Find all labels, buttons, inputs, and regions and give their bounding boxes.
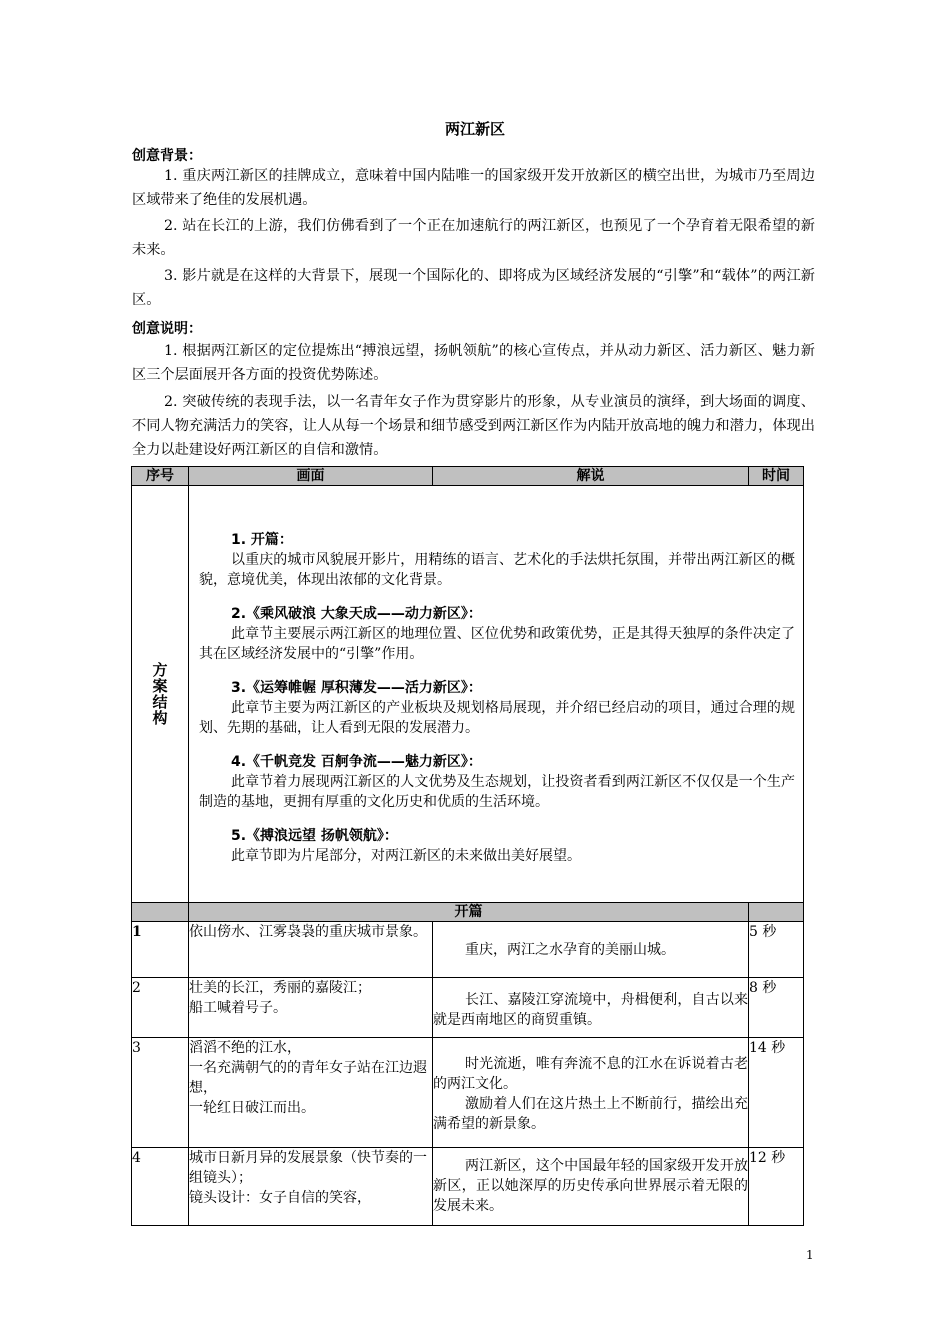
row-time: 5 秒: [749, 922, 804, 978]
row-time: 14 秒: [749, 1038, 804, 1148]
section-title: 1. 开篇：: [231, 532, 293, 548]
row-number: 3: [132, 1038, 189, 1148]
picture-line: 镜头设计：女子自信的笑容，: [189, 1190, 371, 1206]
picture-line: 依山傍水、江雾袅袅的重庆城市景象。: [189, 924, 427, 940]
section-body: 此章节即为片尾部分，对两江新区的未来做出美好展望。: [231, 848, 581, 864]
header-picture: 画面: [189, 467, 433, 486]
narration-line: 激励着人们在这片热土上不断前行，描绘出充满希望的新景象。: [433, 1096, 748, 1132]
background-heading: 创意背景：: [132, 148, 202, 164]
row-narration: [433, 1038, 749, 1148]
table-header-row: [132, 467, 804, 486]
table-row: [132, 1038, 804, 1148]
section-body: 以重庆的城市风貌展开影片，用精练的语言、艺术化的手法烘托氛围，并带出两江新区的概貌，意境优美，体现出浓郁的文化背景。: [199, 552, 795, 588]
background-paragraph-3: 3. 影片就是在这样的大背景下，展现一个国际化的、即将成为区域经济发展的“引擎”和“载体”的两江新区。: [132, 268, 815, 308]
background-paragraph-1: 1. 重庆两江新区的挂牌成立，意味着中国内陆唯一的国家级开发开放新区的横空出世，为城市乃至周边区域带来了绝佳的发展机遇。: [132, 168, 815, 208]
section-item: [199, 530, 795, 590]
narration-line: 长江、嘉陵江穿流境中，舟楫便利，自古以来就是西南地区的商贸重镇。: [433, 992, 748, 1028]
structure-label-cell: [132, 486, 189, 903]
table-row: [132, 922, 804, 978]
row-picture: [189, 922, 433, 978]
section-body: 此章节着力展现两江新区的人文优势及生态规划，让投资者看到两江新区不仅仅是一个生产制造的基地，更拥有厚重的文化历史和优质的生活环境。: [199, 774, 795, 810]
row-narration: [433, 978, 749, 1038]
description-heading: 创意说明：: [132, 321, 202, 337]
chapter-blank-cell: [132, 903, 189, 922]
section-list: [189, 486, 803, 866]
structure-row: [132, 486, 804, 903]
row-number: 4: [132, 1148, 189, 1226]
section-title: 2.《乘风破浪 大象天成——动力新区》：: [231, 606, 482, 622]
row-number: 1: [132, 922, 189, 978]
picture-line: 城市日新月异的发展景象（快节奏的一组镜头）；: [189, 1150, 427, 1186]
structure-content-cell: [189, 486, 804, 903]
row-picture: [189, 1148, 433, 1226]
page-title: 两江新区: [444, 120, 505, 138]
chapter-label: 开篇: [189, 903, 749, 922]
section-item: [199, 752, 795, 812]
chapter-row: [132, 903, 804, 922]
section-title: 4.《千帆竞发 百舸争流——魅力新区》：: [231, 754, 482, 770]
table-row: [132, 978, 804, 1038]
section-body: 此章节主要为两江新区的产业板块及规划格局展现，并介绍已经启动的项目，通过合理的规划、先期的基础，让人看到无限的发展潜力。: [199, 700, 795, 736]
header-number: 序号: [132, 467, 189, 486]
header-time: 时间: [749, 467, 804, 486]
narration-line: 两江新区，这个中国最年轻的国家级开发开放新区，正以她深厚的历史传承向世界展示着无限的发展未来。: [433, 1158, 748, 1214]
background-paragraph-2: 2. 站在长江的上游，我们仿佛看到了一个正在加速航行的两江新区，也预见了一个孕育着无限希望的新未来。: [132, 218, 815, 258]
page-number: 1: [806, 1248, 814, 1262]
row-narration: [433, 1148, 749, 1226]
narration-line: 时光流逝，唯有奔流不息的江水在诉说着古老的两江文化。: [433, 1056, 748, 1092]
section-title: 3.《运筹帷幄 厚积薄发——活力新区》：: [231, 680, 482, 696]
picture-line: 一名充满朝气的的青年女子站在江边遐想，: [189, 1060, 427, 1096]
row-picture: [189, 978, 433, 1038]
section-item: [199, 826, 795, 866]
header-narration: 解说: [433, 467, 749, 486]
row-picture: [189, 1038, 433, 1148]
picture-line: 船工喊着号子。: [189, 1000, 287, 1016]
narration-line: 重庆，两江之水孕育的美丽山城。: [465, 941, 675, 958]
script-table: [131, 466, 804, 1226]
picture-line: 滔滔不绝的江水，: [189, 1040, 301, 1056]
table-row: [132, 1148, 804, 1226]
description-paragraph-1: 1. 根据两江新区的定位提炼出“搏浪远望，扬帆领航”的核心宣传点，并从动力新区、活力新区、魅力新区三个层面展开各方面的投资优势陈述。: [132, 343, 815, 383]
section-item: [199, 678, 795, 738]
section-item: [199, 604, 795, 664]
row-time: 8 秒: [749, 978, 804, 1038]
section-title: 5.《搏浪远望 扬帆领航》：: [231, 828, 398, 844]
row-time: 12 秒: [749, 1148, 804, 1226]
description-paragraph-2: 2. 突破传统的表现手法，以一名青年女子作为贯穿影片的形象，从专业演员的演绎，到大场面的调度、不同人物充满活力的笑容，让人从每一个场景和细节感受到两江新区作为内陆开放高地的魄力和潜力，体现出全力以赴建设好两江新区的自信和激情。: [132, 394, 815, 458]
chapter-blank-cell: [749, 903, 804, 922]
section-body: 此章节主要展示两江新区的地理位置、区位优势和政策优势，正是其得天独厚的条件决定了其在区域经济发展中的“引擎”作用。: [199, 626, 795, 662]
picture-line: 壮美的长江，秀丽的嘉陵江；: [189, 980, 371, 996]
picture-line: 一轮红日破江而出。: [189, 1100, 315, 1116]
row-narration: [433, 922, 749, 978]
row-number: 2: [132, 978, 189, 1038]
structure-label: 方案结构: [150, 662, 169, 726]
